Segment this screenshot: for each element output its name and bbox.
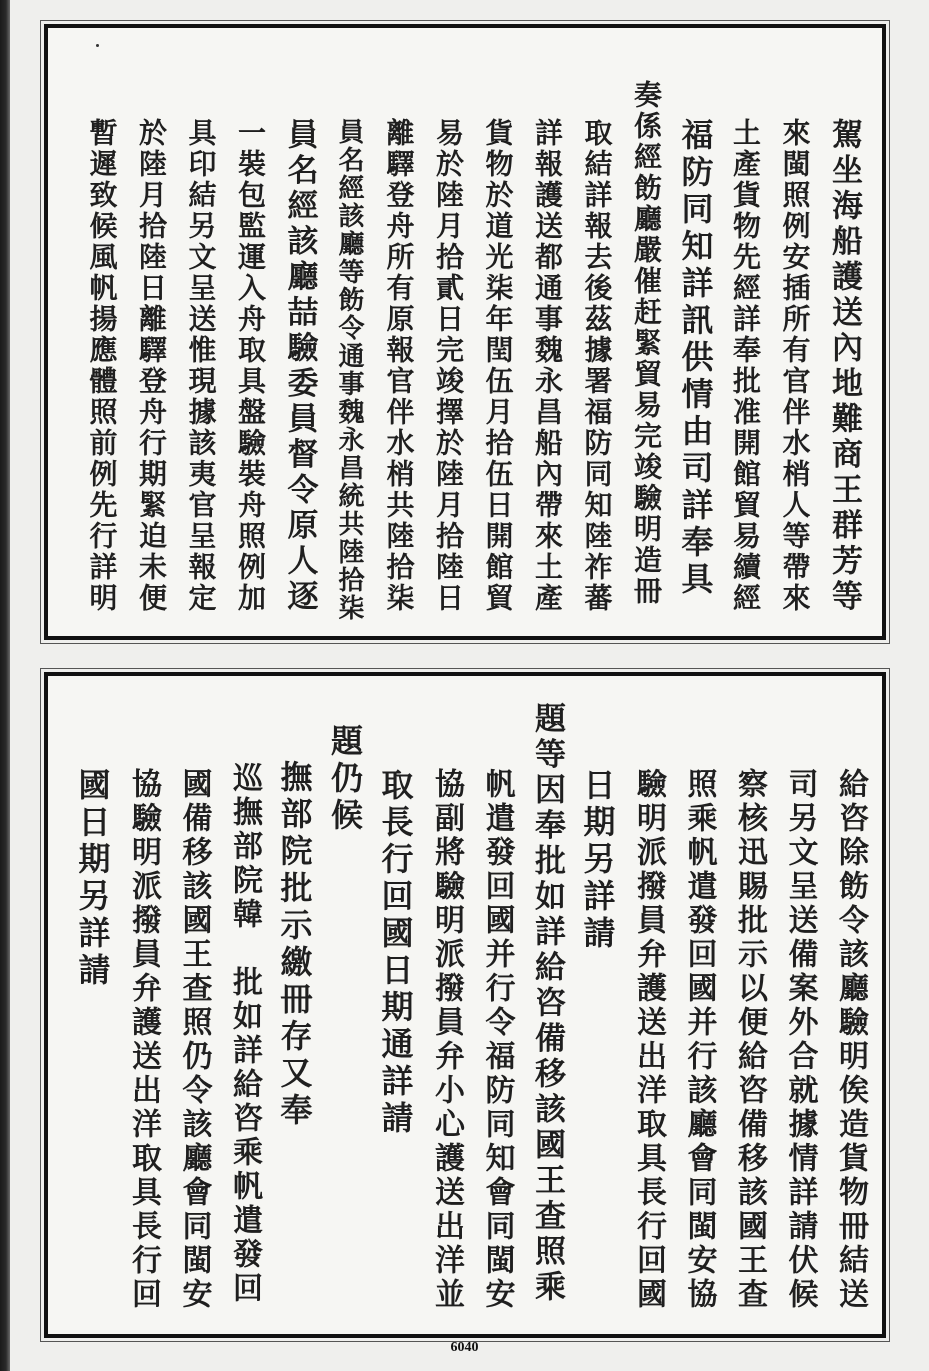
- page-number: 6040: [450, 1340, 479, 1355]
- text-column: 暫遲致候風帆揚應體照前例先行詳明: [85, 118, 119, 614]
- text-column: 駕坐海船護送內地難商王群芳等: [826, 118, 862, 615]
- upper-text-frame: [44, 24, 886, 640]
- text-column: 協驗明派撥員弁護送出洋取具長行回: [126, 768, 161, 1312]
- text-column: 一裝包監運入舟取具盤驗裝舟照例加: [234, 118, 267, 614]
- text-column: 離驛登舟所有原報官伴水梢共陸拾柒: [382, 118, 416, 614]
- text-column: 福防同知詳訊供情由司詳奉具: [676, 118, 715, 599]
- ink-speck: [96, 44, 99, 47]
- lower-text-columns: [48, 676, 882, 1334]
- upper-text-columns: [48, 28, 882, 636]
- text-column: 察核迅賜批示以便給咨備移該國王查: [732, 768, 767, 1312]
- lower-text-frame: [44, 672, 886, 1338]
- text-column: 奏係經飭廳嚴催赶緊貿易完竣驗明造冊: [630, 80, 663, 607]
- text-column: 司另文呈送備案外合就據情詳請伏候: [782, 768, 818, 1312]
- text-column: 帆遣發回國并行令福防同知會同閩安: [479, 768, 515, 1312]
- text-column: 於陸月拾陸日離驛登舟行期緊迫未便: [135, 118, 168, 614]
- text-column: 題等因奉批如詳給咨備移該國王查照乘: [529, 702, 565, 1306]
- text-column: 取結詳報去後茲據署福防同知陸祚蕃: [580, 118, 614, 614]
- text-column: 日期另詳請: [578, 768, 617, 953]
- text-column: 巡撫部院韓 批如詳給咨乘帆遣發回: [227, 762, 262, 1306]
- text-column: 照乘帆遣發回國并行該廳會同閩安協: [681, 768, 717, 1312]
- text-column: 撫部院批示繳冊存又奉: [275, 760, 314, 1130]
- book-binding-shadow: [0, 0, 10, 1371]
- text-column: 國備移該國王查照仍令該廳會同閩安: [176, 768, 212, 1312]
- text-column: 易於陸月拾貳日完竣擇於陸月拾陸日: [432, 118, 465, 614]
- text-column: 貨物於道光柒年閏伍月拾伍日開館貿: [481, 118, 515, 614]
- text-column: 土產貨物先經詳奉批准開館貿易續經: [729, 118, 762, 614]
- text-column: 協副將驗明派撥員弁小心護送出洋並: [429, 768, 464, 1312]
- text-column: 詳報護送都通事魏永昌船內帶來土產: [531, 118, 564, 614]
- text-column: 具印結另文呈送惟現據該夷官呈報定: [184, 118, 218, 614]
- text-column: 員名經該廳等飭令通事魏永昌統共陸拾柒: [334, 118, 364, 622]
- text-column: 驗明派撥員弁護送出洋取具長行回國: [631, 768, 666, 1312]
- text-column: 國日期另詳請: [73, 768, 112, 990]
- text-column: 來閩照例安插所有官伴水梢人等帶來: [778, 118, 812, 614]
- text-column: 題仍候: [326, 724, 364, 835]
- text-column: 給咨除飭令該廳驗明俟造貨物冊結送: [833, 768, 868, 1312]
- text-column: 員名經該廳喆驗委員督令原人逐: [281, 118, 318, 615]
- text-column: 取長行回國日期通詳請: [376, 768, 415, 1138]
